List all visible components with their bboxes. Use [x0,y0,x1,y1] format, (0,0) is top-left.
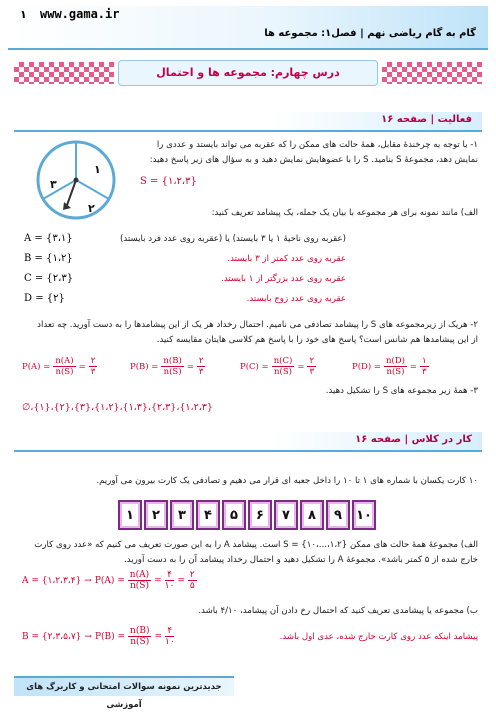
b-set: B = {۲،۳،۵،۷} [22,631,82,642]
a-prob-lhs: P(A) = [94,575,125,586]
s-set: S = {۱،۲،۳} [140,176,197,187]
event-set: B = {۱،۲} [24,253,73,264]
q2-line1: ۲- هریک از زیرمجموعه های S را پیشامد تصادفی می نامیم. احتمال رخداد هر یک از این پیشامدها را به دست آورید. چه تعداد [37,320,478,330]
event-set: D = {۲} [24,293,65,304]
spinner-hub [74,178,79,183]
event-description: عقربه روی عدد زوج بایستد. [246,294,346,304]
page-number: ۱ [20,8,27,21]
book-title: گام به گام ریاضی نهم | فصل۱: مجموعه ها [264,28,476,39]
number-card: ۸ [300,500,324,530]
part-a-equation: A = {۱،۲،۳،۴} → P(A) = $\frac{n(A)}{n(S)}$ = $\frac{۴}{۱۰}$ = $\frac{۲}{۵}$ [22,570,195,591]
fraction: $\frac{n(B)}{n(S)}$ [130,626,150,647]
part-b-equation: B = {۲،۳،۵،۷} → P(B) = $\frac{n(B)}{n(S)}$ = $\frac{۴}{۱۰}$ [22,626,175,647]
part-b-line: ب) مجموعه یا پیشامدی تعریف کنید که احتمال رخ دادن آن پیشامد، ۴/۱۰ باشد. [198,606,478,616]
fraction: $\frac{۲}{۵}$ [189,570,195,591]
fraction: $\frac{۴}{۱۰}$ [165,626,175,647]
site-url[interactable]: www.gama.ir [40,7,120,21]
spinner-label: ۲ [88,202,95,215]
probability-formula: P(C) = $\frac{n(C)}{n(S)}$ = $\frac{۲}{۳}$ [240,356,315,377]
section-bar-activity [14,112,482,132]
number-cards [118,500,378,530]
q2-line2: از این پیشامدها هم شانس است؟ پاسخ های خود را با پاسخ هم کلاسی هایتان مقایسه کنید. [156,335,478,345]
event-description: عقربه روی عدد کمتر از ۳ بایستد. [227,254,346,264]
part-a-line1: الف) مجموعهٔ همهٔ حالت های ممکن {۱،۲،...،۱۰} = S است. پیشامد A را به این صورت تعریف می کنیم که «عدد روی کارت [34,540,478,550]
spinner-label: ۱ [94,163,101,176]
event-description: (عقربه روی ناحیهٔ ۱ یا ۳ بایستد) یا (عقربه روی عدد فرد بایستد) [120,234,346,244]
number-card: ۴ [196,500,220,530]
subsets-list: ∅،{۱}،{۲}،{۳}،{۱،۲}،{۱،۳}،{۲،۳}،{۱،۲،۳} [22,402,213,413]
section-label: کار در کلاس | صفحه ۱۶ [355,434,472,445]
footer-banner[interactable]: جدیدترین نمونه سوالات امتحانی و کاربرگ های آموزشی [14,676,234,696]
probability-formula: P(B) = $\frac{n(B)}{n(S)}$ = $\frac{۲}{۳}$ [130,356,204,377]
spinner-label: ۳ [50,178,57,191]
classwork-intro: ۱۰ کارت یکسان با شماره های ۱ تا ۱۰ را داخل جعبه ای قرار می دهیم و تصادفی یک کارت بیرون می آوریم. [96,476,478,486]
a-set: A = {۱،۲،۳،۴} [22,575,82,586]
section-bar-classwork [14,432,482,452]
page-header [8,6,488,50]
event-set: A = {۳،۱} [24,233,73,244]
number-card: ۲ [144,500,168,530]
part-a-line2: خارج شده از ۵ کمتر باشد». مجموعهٔ A را تشکیل دهید و احتمال رخداد پیشامد آن را به دست آورید. [124,555,478,565]
checker-decoration-right [382,62,482,84]
arrow: → [84,575,92,586]
q1-line1: ۱- با توجه به چرخندهٔ مقابل، همهٔ حالت های ممکن را که عقربه می تواند بایستد و عددی را [156,140,478,150]
part-alef-text: الف) مانند نمونه برای هر مجموعه با بیان یک جمله، یک پیشامد تعریف کنید: [211,208,478,218]
number-card: ۵ [222,500,246,530]
number-card: ۱ [118,500,142,530]
probability-formula: P(D) = $\frac{n(D)}{n(S)}$ = $\frac{۱}{۳}$ [352,356,427,377]
fraction: $\frac{n(A)}{n(S)}$ [129,570,150,591]
section-label: فعالیت | صفحه ۱۶ [381,114,472,125]
q1-line2: نمایش دهد، مجموعهٔ S بنامید. S را با عضوهایش نمایش دهید و به سؤال های زیر پاسخ دهید: [149,155,478,165]
lesson-title: درس چهارم: مجموعه ها و احتمال [118,60,378,86]
checker-decoration-left [14,62,114,84]
probability-formula: P(A) = $\frac{n(A)}{n(S)}$ = $\frac{۲}{۳}$ [22,356,96,377]
fraction: $\frac{۴}{۱۰}$ [164,570,175,591]
number-card: ۶ [248,500,272,530]
arrow: → [84,631,92,642]
b-prob-lhs: P(B) = [94,631,126,642]
event-set: C = {۲،۳} [24,273,74,284]
part-b-answer: پیشامد اینکه عدد روی کارت خارج شده، عدی اول باشد. [279,632,478,642]
event-description: عقربه روی عدد بزرگتر از ۱ بایستد. [221,274,346,284]
number-card: ۱۰ [352,500,376,530]
number-card: ۳ [170,500,194,530]
number-card: ۹ [326,500,350,530]
q3-text: ۳- همهٔ زیر مجموعه های S را تشکیل دهید. [325,386,478,396]
number-card: ۷ [274,500,298,530]
